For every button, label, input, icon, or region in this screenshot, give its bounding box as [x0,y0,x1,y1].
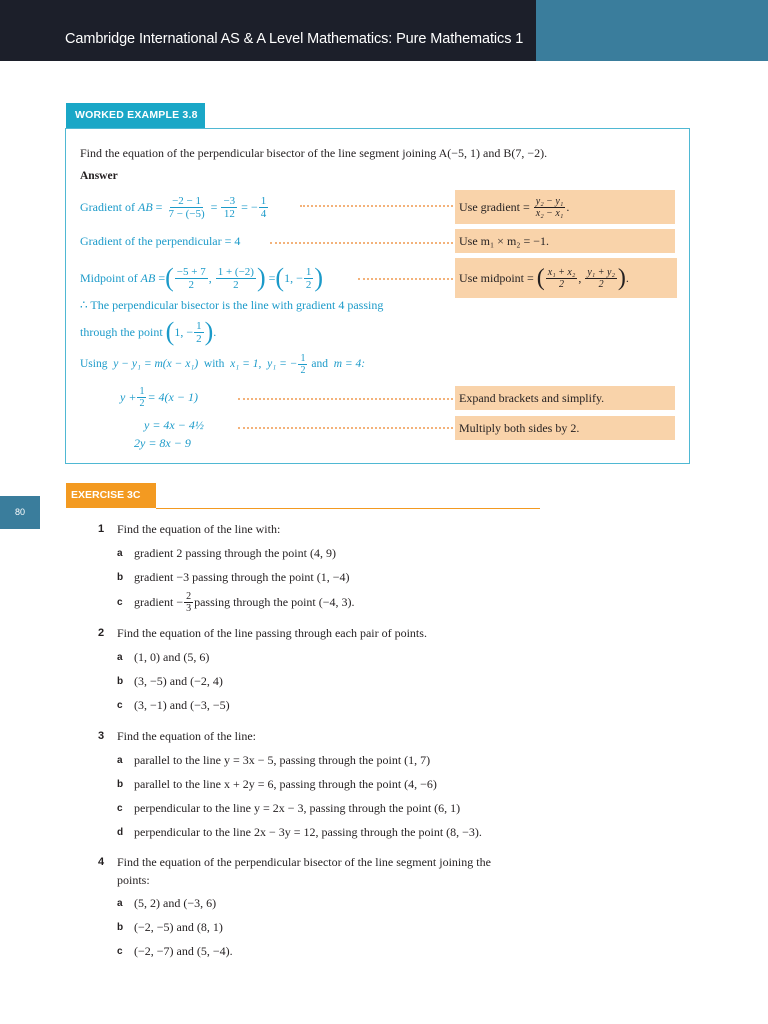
question-text: Find the equation of the line passing through each pair of points. [117,626,427,640]
part-text: perpendicular to the line y = 2x − 3, passing through the point (6, 1) [134,801,461,815]
note-gradient: Use gradient = $\frac{\text{y₂ − y₁}}{\text{x₂ − x₁}}$ . [455,190,675,224]
dotted-leader [358,278,453,280]
worked-example-label: WORKED EXAMPLE 3.8 [66,103,205,128]
part-text: (3, −1) and (−3, −5) [134,698,230,712]
dotted-leader [238,398,453,400]
part-text: parallel to the line y = 3x − 5, passing through the point (1, 7) [134,753,431,767]
question-number: 4 [98,856,105,868]
part-text: parallel to the line x + 2y = 6, passing through the point (4, −6) [134,777,437,791]
answer-label: Answer [80,170,118,182]
part-label: a [117,898,123,909]
midpoint-y-fraction: $\frac{1 + (-2)}{2}$ [217,265,254,291]
part-label: a [117,755,123,766]
dotted-leader [270,242,453,244]
part-label: b [117,922,124,933]
question-number: 2 [98,627,105,639]
ab-label: AB [137,199,153,214]
part-label: d [117,827,124,838]
part-label: b [117,572,124,583]
gradient-ab-line: Gradient of AB = $\frac{-2 - 1}{7 - (-5)}$ = $\frac{-3}{12}$ = − $\frac{1}{4}$ [80,194,267,220]
page-number: 80 [0,496,40,529]
gradient-formula: $\frac{\text{y₂ − y₁}}{\text{x₂ − x₁}}$ [535,195,564,219]
perpendicular-gradient: Gradient of the perpendicular = 4 [80,234,241,248]
part-text: perpendicular to the line 2x − 3y = 12, passing through the point (8, −3). [134,825,482,839]
part-label: b [117,676,124,687]
step-2: y = 4x − 4½ [144,418,204,432]
dotted-leader [300,205,453,207]
part-text: (1, 0) and (5, 6) [134,650,210,664]
part-text: (5, 2) and (−3, 6) [134,896,217,910]
page-header [0,0,768,61]
question-text: Find the equation of the line with: [117,522,281,536]
conclusion-line-1: ∴ The perpendicular bisector is the line with gradient 4 passing [80,298,384,312]
midpoint-line: Midpoint of AB = ( $\frac{-5 + 7}{2}$ , $\frac{1 + (-2)}{2}$ ) = ( 1, − $\frac{1}{2}$ ) [80,263,324,292]
gradient-ab-fraction-result: $\frac{1}{4}$ [260,194,267,220]
note-perpendicular: Use m₁ × m₂ = −1. [455,229,675,253]
step-1: y + $\frac{1}{2}$ = 4(x − 1) [120,385,198,409]
note-multiply: Multiply both sides by 2. [455,416,675,440]
part-label: b [117,779,124,790]
part-label: c [117,946,123,957]
using-line: Using y − y₁ = m(x − x₁) with x₁ = 1, y₁ = − $\frac{1}{2}$ and m = 4: [80,352,366,376]
note-midpoint: Use midpoint = ( $\frac{\text{x₁ + x₂}}{2}$ , $\frac{\text{y₁ + y₂}}{2}$ ) . [455,258,677,298]
question-number: 3 [98,730,105,742]
step-3: 2y = 8x − 9 [134,436,191,450]
gradient-ab-label: Gradient of [80,199,135,214]
question-text-line-2: points: [117,873,150,887]
part-text: gradient −3 passing through the point (1, −4) [134,570,350,584]
part-label: c [117,597,123,608]
question-text-line-1: Find the equation of the perpendicular bisector of the line segment joining the [117,855,491,869]
part-label: a [117,652,123,663]
exercise-label: EXERCISE 3C [66,483,156,508]
note-expand: Expand brackets and simplify. [455,386,675,410]
part-text: (−2, −7) and (5, −4). [134,944,233,958]
question-number: 1 [98,523,105,535]
part-text: (−2, −5) and (8, 1) [134,920,223,934]
worked-example-question: Find the equation of the perpendicular bisector of the line segment joining A(−5, 1) and B(7, −2). [80,146,548,160]
part-text: gradient − $\frac{2}{3}$ passing through the point (−4, 3). [134,590,355,614]
part-label: a [117,548,123,559]
question-text: Find the equation of the line: [117,729,256,743]
header-accent-block [536,0,768,61]
part-text: (3, −5) and (−2, 4) [134,674,223,688]
exercise-rule [156,508,540,509]
gradient-ab-fraction-2: $\frac{-3}{12}$ [223,194,236,220]
part-label: c [117,700,123,711]
part-text: gradient 2 passing through the point (4, 9) [134,546,336,560]
part-label: c [117,803,123,814]
conclusion-line-2: through the point ( 1, − $\frac{1}{2}$ ) . [80,317,217,346]
dotted-leader [238,427,453,429]
gradient-ab-fraction-1: $\frac{-2 - 1}{7 - (-5)}$ [168,194,205,220]
midpoint-x-fraction: $\frac{-5 + 7}{2}$ [176,265,206,291]
midpoint-result-fraction: $\frac{1}{2}$ [305,265,312,291]
book-title: Cambridge International AS & A Level Mathematics: Pure Mathematics 1 [65,31,524,47]
